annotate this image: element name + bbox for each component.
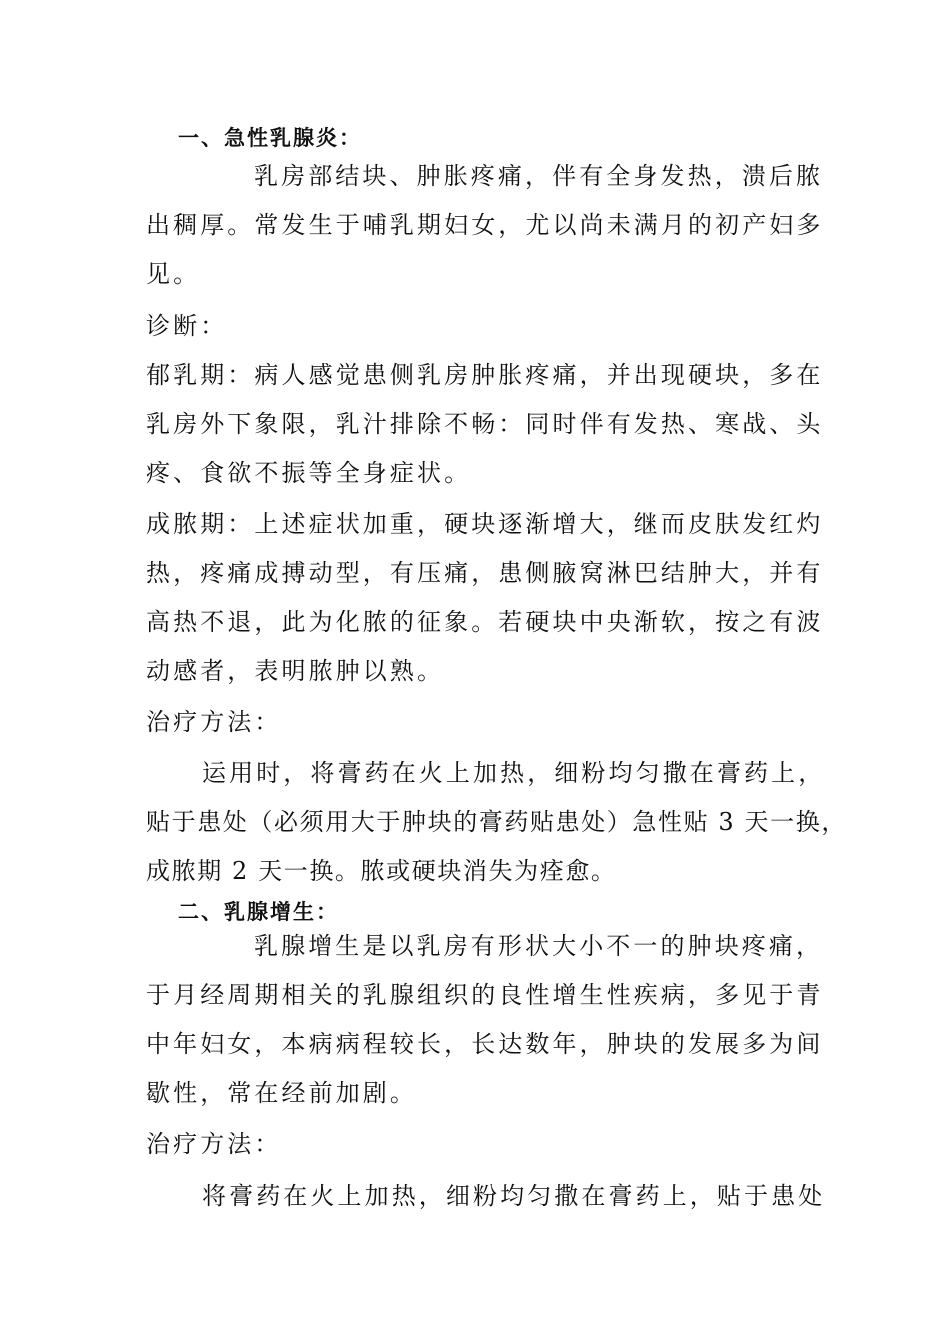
diagnosis-label: 诊断：	[146, 312, 228, 340]
section-1-treatment-line-2: 贴于患处（必须用大于肿块的膏药贴患处）急性贴 3 天一换，	[146, 808, 847, 836]
stage-2-line-3: 高热不退，此为化脓的征象。若硬块中央渐软，按之有波	[146, 608, 824, 636]
section-2-intro-line-2: 于月经周期相关的乳腺组织的良性增生性疾病，多见于青	[146, 981, 824, 1009]
stage-1-line-3: 疼、食欲不振等全身症状。	[146, 459, 472, 487]
section-2-treatment-label: 治疗方法：	[146, 1130, 282, 1158]
section-1-intro-line-2: 出稠厚。常发生于哺乳期妇女，尤以尚未满月的初产妇多	[146, 211, 824, 239]
section-1-heading: 一、急性乳腺炎：	[178, 126, 362, 150]
section-1-intro-line-3: 见。	[146, 260, 201, 288]
section-2-intro-line-1: 乳腺增生是以乳房有形状大小不一的肿块疼痛，	[254, 932, 824, 960]
section-1-intro-line-1: 乳房部结块、肿胀疼痛，伴有全身发热，溃后脓	[254, 162, 824, 190]
section-2-intro-line-3: 中年妇女，本病病程较长，长达数年，肿块的发展多为间	[146, 1030, 824, 1058]
section-2-heading: 二、乳腺增生：	[178, 900, 339, 924]
stage-1-line-1: 郁乳期：病人感觉患侧乳房肿胀疼痛，并出现硬块，多在	[146, 361, 824, 389]
section-1-treatment-label: 治疗方法：	[146, 708, 282, 736]
stage-2-line-2: 热，疼痛成搏动型，有压痛，患侧腋窝淋巴结肿大，并有	[146, 559, 824, 587]
section-1-treatment-line-3: 成脓期 2 天一换。脓或硬块消失为痊愈。	[146, 857, 617, 885]
stage-2-line-1: 成脓期：上述症状加重，硬块逐渐增大，继而皮肤发红灼	[146, 510, 824, 538]
stage-2-line-4: 动感者，表明脓肿以熟。	[146, 657, 445, 685]
section-2-treatment-line-1: 将膏药在火上加热，细粉均匀撒在膏药上，贴于患处	[202, 1182, 826, 1210]
section-2-intro-line-4: 歇性，常在经前加剧。	[146, 1079, 417, 1107]
stage-1-line-2: 乳房外下象限，乳汁排除不畅：同时伴有发热、寒战、头	[146, 410, 824, 438]
section-1-treatment-line-1: 运用时，将膏药在火上加热，细粉均匀撒在膏药上，	[202, 759, 826, 787]
